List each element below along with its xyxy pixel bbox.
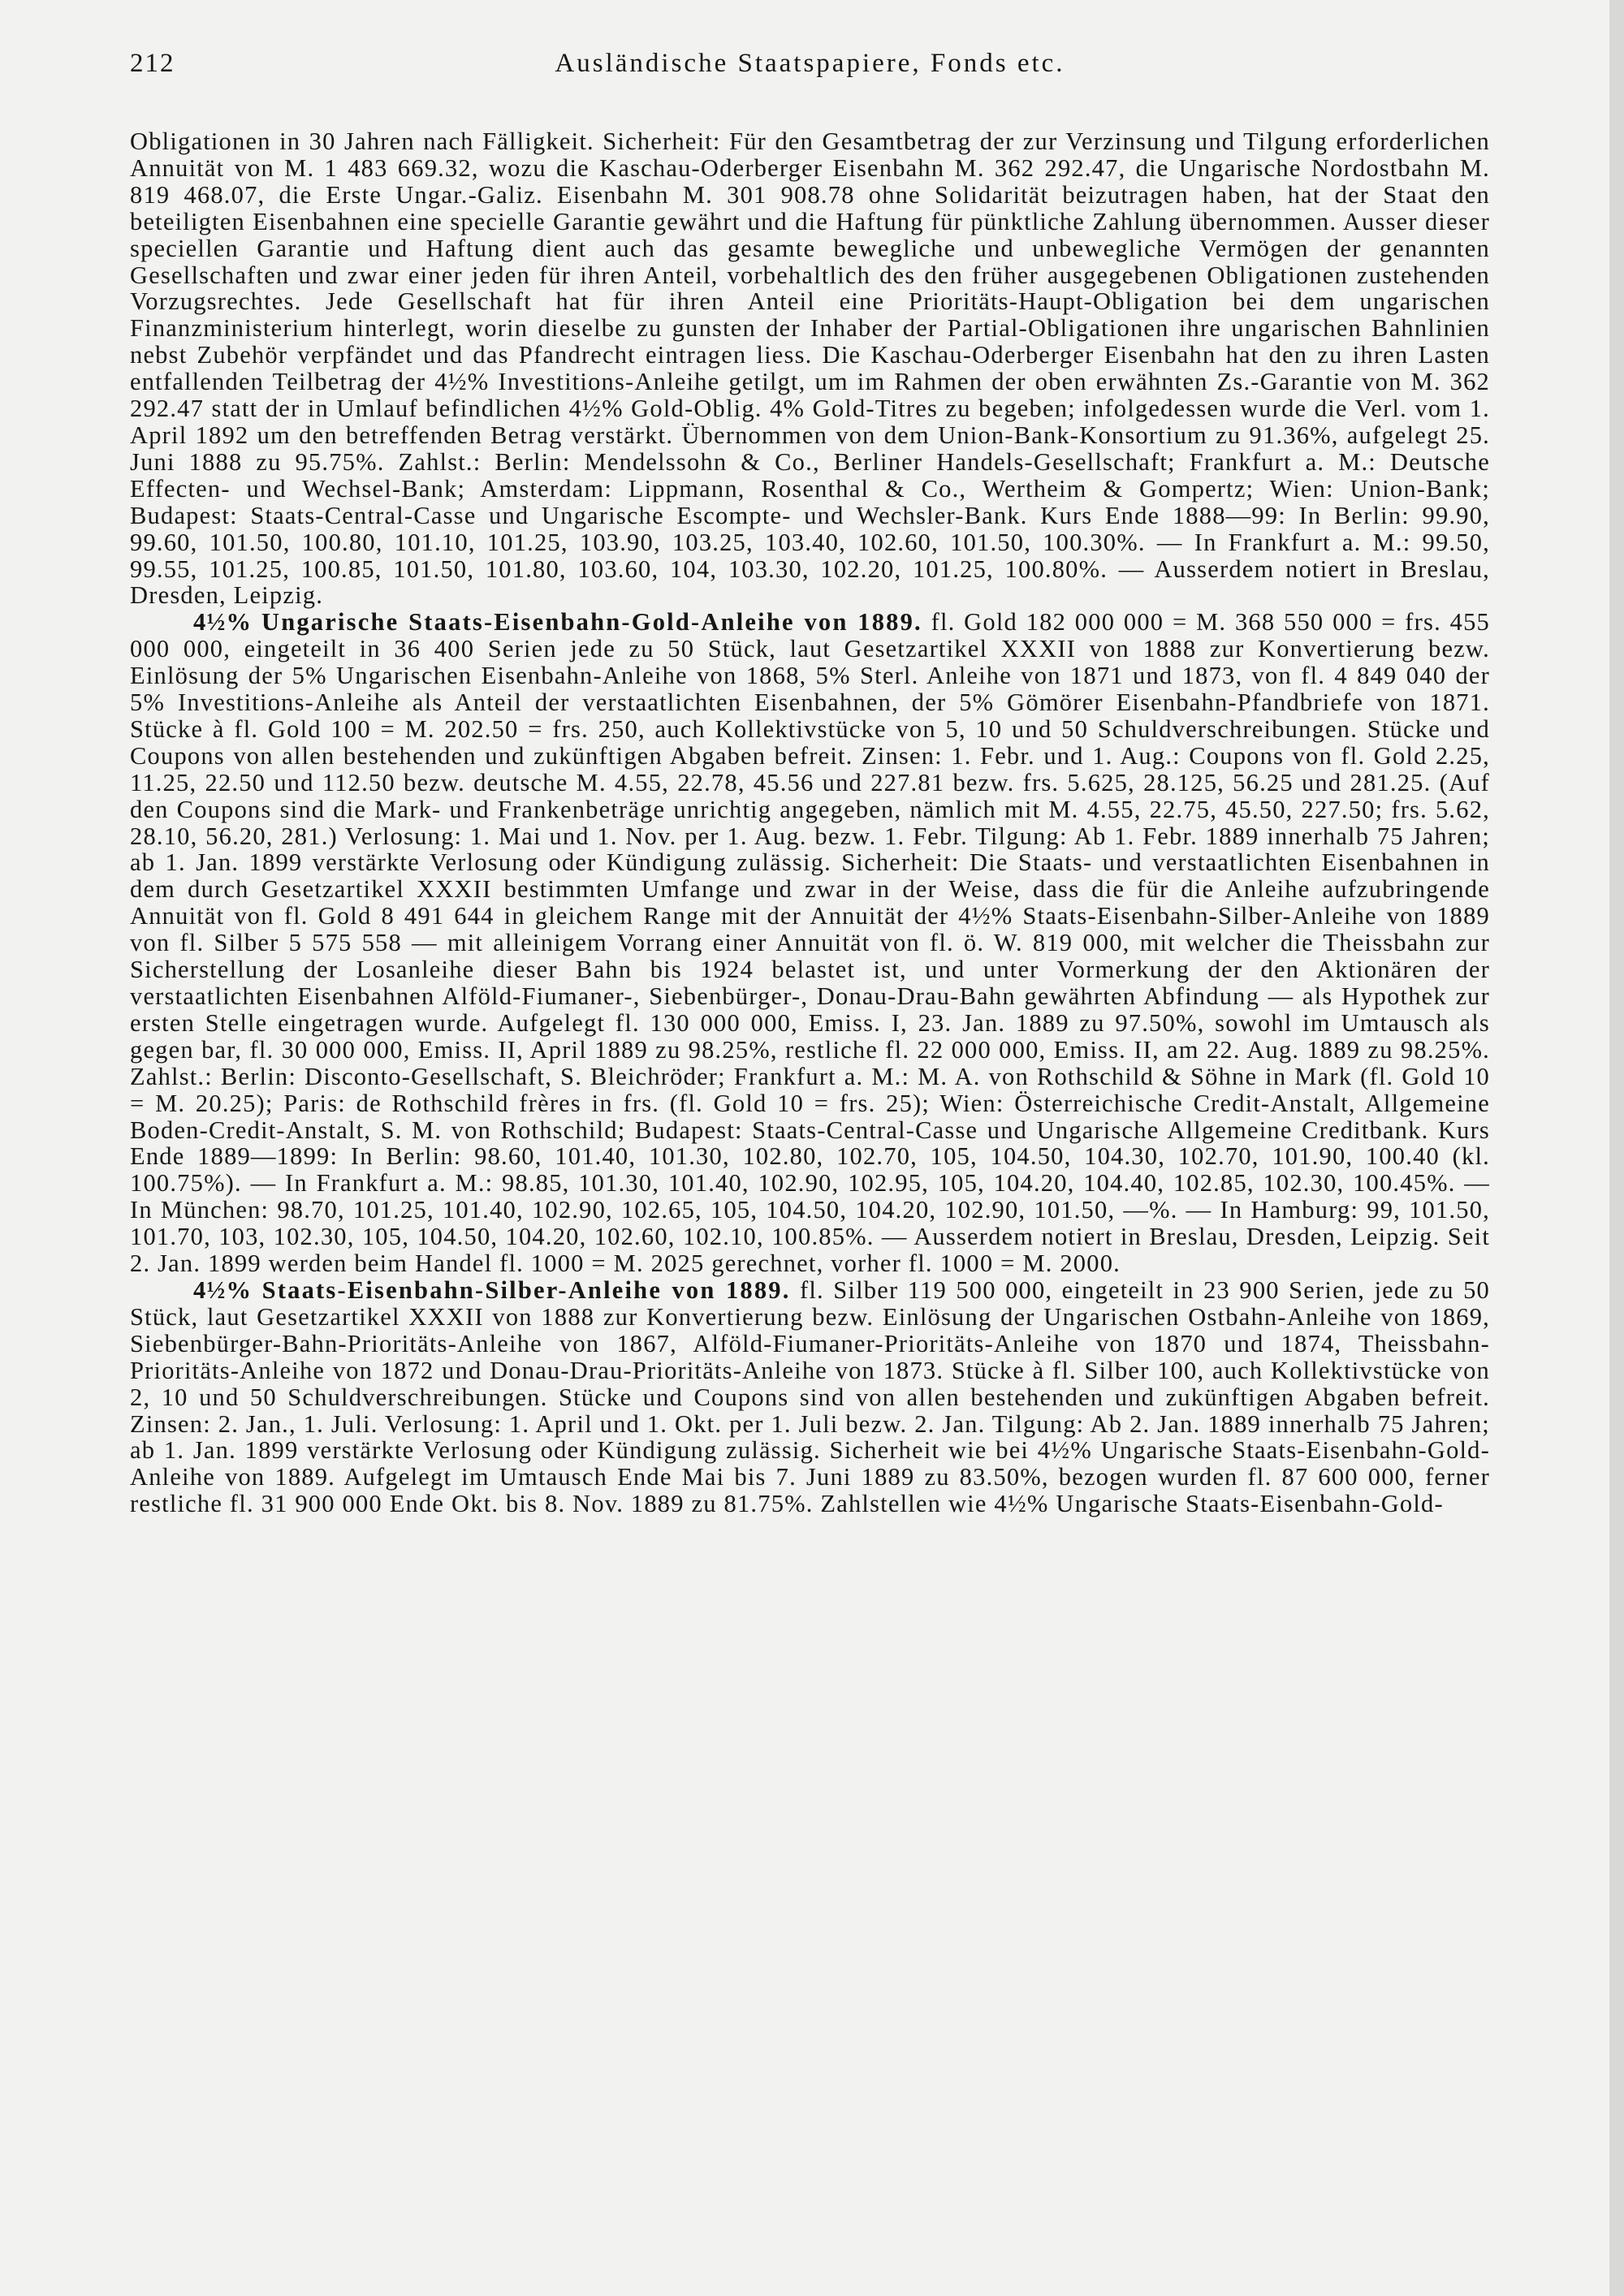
page-edge-shadow (1609, 0, 1624, 2296)
page-number: 212 (130, 49, 175, 78)
paragraph-2-text: fl. Gold 182 000 000 = M. 368 550 000 = frs. 455 000 000, eingeteilt in 36 400 Serien jede zu 50 Stück, laut Gesetzartikel XXXII von 1888 zur Konvertierung bezw. Einlösung der 5% Ungarischen Eisenbahn-Anleihe von 1868, 5% Sterl. Anleihe von 1871 und 1873, von fl. 4 849 040 der 5% Investitions-Anleihe als Anteil der verstaatlichten Eisenbahnen, der 5% Gömörer Eisenbahn-Pfandbriefe von 1871. Stücke à fl. Gold 100 = M. 202.50 = frs. 250, auch Kollektivstücke von 5, 10 und 50 Schuldverschreibungen. Stücke und Coupons von allen bestehenden und zukünftigen Abgaben befreit. Zinsen: 1. Febr. und 1. Aug.: Coupons von fl. Gold 2.25, 11.25, 22.50 und 112.50 bezw. deutsche M. 4.55, 22.78, 45.56 und 227.81 bezw. frs. 5.625, 28.125, 56.25 und 281.25. (Auf den Coupons sind die Mark- und Frankenbeträge unrichtig angegeben, nämlich mit M. 4.55, 22.75, 45.50, 227.50; frs. 5.62, 28.10, 56.20, 281.) Verlosung: 1. Mai und 1. Nov. per 1. Aug. bezw. 1. Febr. Tilgung: Ab 1. Febr. 1889 innerhalb 75 Jahren; ab 1. Jan. 1899 verstärkte Verlosung oder Kündigung zulässig. Sicherheit: Die Staats- und verstaatlichten Eisenbahnen in dem durch Gesetzartikel XXXII bestimmten Umfange und zwar in der Weise, dass die für die Anleihe aufzubringende Annuität von fl. Gold 8 491 644 in gleichem Range mit der Annuität der 4½% Staats-Eisenbahn-Silber-Anleihe von 1889 von fl. Silber 5 575 558 — mit alleinigem Vorrang einer Annuität von fl. ö. W. 819 000, mit welcher die Theissbahn zur Sicherstellung der Losanleihe dieser Bahn bis 1924 belastet ist, und unter Vormerkung der den Aktionären der verstaatlichten Eisenbahnen Alföld-Fiumaner-, Siebenbürger-, Donau-Drau-Bahn gewährten Abfindung — als Hypothek zur ersten Stelle eingetragen wurde. Aufgelegt fl. 130 000 000, Emiss. I, 23. Jan. 1889 zu 97.50%, sowohl im Umtausch als gegen bar, fl. 30 000 000, Emiss. II, April 1889 zu 98.25%, restliche fl. 22 000 000, Emiss. II, am 22. Aug. 1889 zu 98.25%. Zahlst.: Berlin: Disconto-Gesellschaft, S. Bleichröder; Frankfurt a. M.: M. A. von Rothschild & Söhne in Mark (fl. Gold 10 = M. 20.25); Paris: de Rothschild frères in frs. (fl. Gold 10 = frs. 25); Wien: Österreichische Credit-Anstalt, Allgemeine Boden-Credit-Anstalt, S. M. von Rothschild; Budapest: Staats-Central-Casse und Ungarische Allgemeine Creditbank. Kurs Ende 1889—1899: In Berlin: 98.60, 101.40, 101.30, 102.80, 102.70, 105, 104.50, 104.30, 102.70, 101.90, 100.40 (kl. 100.75%). — In Frankfurt a. M.: 98.85, 101.30, 101.40, 102.90, 102.95, 105, 104.20, 104.40, 102.85, 102.30, 100.45%. — In München: 98.70, 101.25, 101.40, 102.90, 102.65, 105, 104.50, 104.20, 102.90, 101.50, —%. — In Hamburg: 99, 101.50, 101.70, 103, 102.30, 105, 104.50, 104.20, 102.60, 102.10, 100.85%. — Ausserdem notiert in Breslau, Dresden, Leipzig. Seit 2. Jan. 1899 werden beim Handel fl. 1000 = M. 2025 gerechnet, vorher fl. 1000 = M. 2000. (130, 608, 1490, 1278)
paragraph-1 (130, 128, 1490, 609)
document-page (130, 49, 1490, 1517)
paragraph-silver-loan-1889 (130, 1277, 1490, 1517)
running-header (130, 49, 1490, 106)
body-text (130, 128, 1490, 1517)
header-title: Ausländische Staatspapiere, Fonds etc. (555, 49, 1065, 78)
paragraph-3-text: fl. Silber 119 500 000, eingeteilt in 23 900 Serien, jede zu 50 Stück, laut Gesetzartikel XXXII von 1888 zur Konvertierung bezw. Einlösung der Ungarischen Ostbahn-Anleihe von 1869, Siebenbürger-Bahn-Prioritäts-Anleihe von 1867, Alföld-Fiumaner-Prioritäts-Anleihe von 1870 und 1874, Theissbahn-Prioritäts-Anleihe von 1872 und Donau-Drau-Prioritäts-Anleihe von 1873. Stücke à fl. Silber 100, auch Kollektivstücke von 2, 10 und 50 Schuldverschreibungen. Stücke und Coupons sind von allen bestehenden und zukünftigen Abgaben befreit. Zinsen: 2. Jan., 1. Juli. Verlosung: 1. April und 1. Okt. per 1. Juli bezw. 2. Jan. Tilgung: Ab 2. Jan. 1889 innerhalb 75 Jahren; ab 1. Jan. 1899 verstärkte Verlosung oder Kündigung zulässig. Sicherheit wie bei 4½% Ungarische Staats-Eisenbahn-Gold-Anleihe von 1889. Aufgelegt im Umtausch Ende Mai bis 7. Juni 1889 zu 83.50%, bezogen wurden fl. 87 600 000, ferner restliche fl. 31 900 000 Ende Okt. bis 8. Nov. 1889 zu 81.75%. Zahlstellen wie 4½% Ungarische Staats-Eisenbahn-Gold- (130, 1275, 1490, 1518)
paragraph-2-heading: Ungarische Staats-Eisenbahn-Gold-Anleihe von 1889. (252, 608, 922, 637)
paragraph-3-heading: Staats-Eisenbahn-Silber-Anleihe von 1889. (252, 1275, 791, 1304)
paragraph-1-text: Obligationen in 30 Jahren nach Fälligkeit. Sicherheit: Für den Gesamtbetrag der zur Verzinsung und Tilgung erforderlichen Annuität von M. 1 483 669.32, wozu die Kaschau-Oderberger Eisenbahn M. 362 292.47, die Ungarische Nordostbahn M. 819 468.07, die Erste Ungar.-Galiz. Eisenbahn M. 301 908.78 ohne Solidarität beizutragen haben, hat der Staat den beteiligten Eisenbahnen eine specielle Garantie gewährt und die Haftung für pünktliche Zahlung übernommen. Ausser dieser speciellen Garantie und Haftung dient auch das gesamte bewegliche und unbewegliche Vermögen der genannten Gesellschaften und zwar einer jeden für ihren Anteil, vorbehaltlich des den früher ausgegebenen Obligationen zustehenden Vorzugsrechtes. Jede Gesellschaft hat für ihren Anteil eine Prioritäts-Haupt-Obligation bei dem ungarischen Finanzministerium hinterlegt, worin dieselbe zu gunsten der Inhaber der Partial-Obligationen ihre ungarischen Bahnlinien nebst Zubehör verpfändet und das Pfandrecht eintragen liess. Die Kaschau-Oderberger Eisenbahn hat den zu ihren Lasten entfallenden Teilbetrag der 4½% Investitions-Anleihe getilgt, um im Rahmen der oben erwähnten Zs.-Garantie von M. 362 292.47 statt der in Umlauf befindlichen 4½% Gold-Oblig. 4% Gold-Titres zu begeben; infolgedessen wurde die Verl. vom 1. April 1892 um den betreffenden Betrag verstärkt. Übernommen von dem Union-Bank-Konsortium zu 91.36%, aufgelegt 25. Juni 1888 zu 95.75%. Zahlst.: Berlin: Mendelssohn & Co., Berliner Handels-Gesellschaft; Frankfurt a. M.: Deutsche Effecten- und Wechsel-Bank; Amsterdam: Lippmann, Rosenthal & Co., Wertheim & Gompertz; Wien: Union-Bank; Budapest: Staats-Central-Casse und Ungarische Escompte- und Wechsler-Bank. Kurs Ende 1888—99: In Berlin: 99.90, 99.60, 101.50, 100.80, 101.10, 101.25, 103.90, 103.25, 103.40, 102.60, 101.50, 100.30%. — In Frankfurt a. M.: 99.50, 99.55, 101.25, 100.85, 101.50, 101.80, 103.60, 104, 103.30, 102.20, 101.25, 100.80%. — Ausserdem notiert in Breslau, Dresden, Leipzig. (130, 127, 1490, 610)
paragraph-gold-loan-1889 (130, 609, 1490, 1277)
paragraph-2-rate: 4½% (193, 608, 253, 637)
paragraph-3-rate: 4½% (193, 1275, 253, 1304)
